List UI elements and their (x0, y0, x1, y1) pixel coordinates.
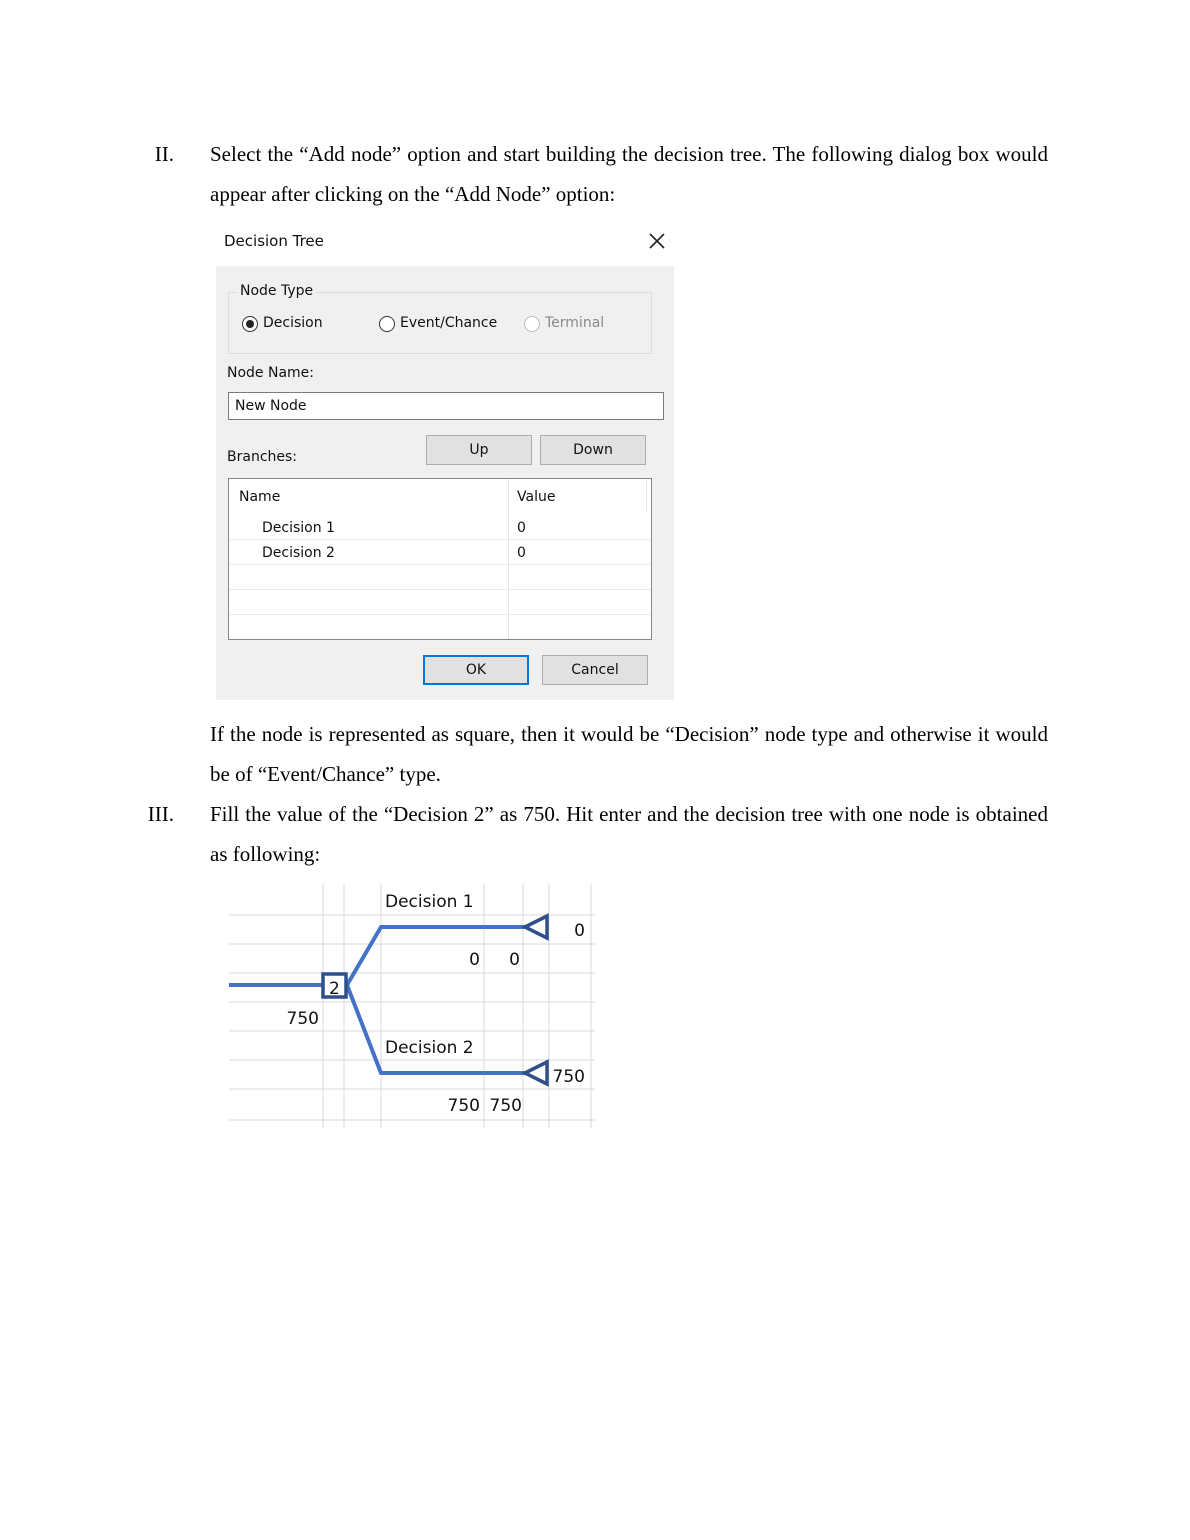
terminal-node-icon (525, 916, 547, 938)
radio-event-chance[interactable] (379, 316, 395, 332)
close-icon[interactable] (646, 230, 668, 252)
node-type-legend: Node Type (236, 283, 317, 299)
list-marker-ii: II. (154, 142, 174, 166)
branch-name: Decision 1 (385, 892, 474, 912)
list-marker-iii: III. (147, 802, 174, 826)
branches-label: Branches: (227, 449, 298, 465)
cancel-button[interactable]: Cancel (542, 655, 648, 685)
decision-node-label: 2 (329, 979, 340, 999)
column-header-value[interactable]: Value (517, 489, 556, 505)
table-row-name[interactable]: Decision 2 (262, 545, 335, 561)
decision-tree-graphic (229, 884, 595, 1128)
branch-value: 750 (489, 1096, 522, 1116)
branch-value: 750 (447, 1096, 480, 1116)
branch-name: Decision 2 (385, 1038, 474, 1058)
dialog-title: Decision Tree (224, 232, 324, 250)
radio-terminal (524, 316, 540, 332)
table-row-value[interactable]: 0 (517, 545, 526, 561)
table-row-name[interactable]: Decision 1 (262, 520, 335, 536)
branches-table (228, 478, 652, 640)
down-button[interactable]: Down (540, 435, 646, 465)
paragraph-explanation: If the node is represented as square, then it would be “Decision” node type and otherwise it would be of “Event/Chance” type. (210, 722, 1048, 786)
dialog-body (216, 266, 674, 700)
node-name-label: Node Name: (227, 365, 315, 381)
radio-terminal-label: Terminal (545, 315, 605, 331)
terminal-node-icon (525, 1062, 547, 1084)
node-value: 750 (286, 1009, 319, 1029)
paragraph-section-iii: Fill the value of the “Decision 2” as 750. Hit enter and the decision tree with one node is obtained as following: (210, 802, 1048, 866)
column-header-name[interactable]: Name (239, 489, 281, 505)
paragraph-section-ii: Select the “Add node” option and start building the decision tree. The following dialog box would appear after clicking on the “Add Node” option: (210, 142, 1048, 206)
branch-value: 0 (509, 950, 520, 970)
branch-value: 0 (469, 950, 480, 970)
ok-button[interactable]: OK (423, 655, 529, 685)
decision-tree-figure (229, 884, 595, 1128)
table-row-value[interactable]: 0 (517, 520, 526, 536)
radio-event-chance-label: Event/Chance (400, 315, 498, 331)
up-button[interactable]: Up (426, 435, 532, 465)
terminal-value: 0 (574, 921, 585, 941)
radio-decision[interactable] (242, 316, 258, 332)
terminal-value: 750 (552, 1067, 585, 1087)
node-name-input[interactable]: New Node (228, 392, 664, 420)
radio-decision-label: Decision (263, 315, 323, 331)
